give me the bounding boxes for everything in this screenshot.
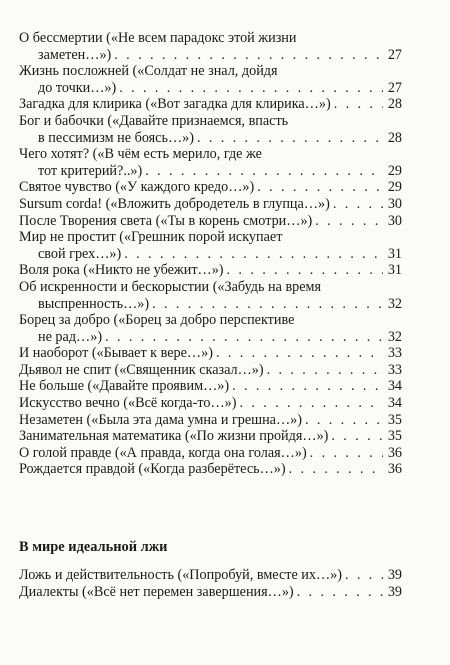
dot-leader bbox=[152, 296, 383, 313]
dot-leader bbox=[227, 262, 383, 279]
page-number: 30 bbox=[387, 195, 402, 212]
toc-entry-line bbox=[19, 279, 402, 296]
toc-entry-line bbox=[19, 30, 402, 47]
dot-leader bbox=[333, 196, 383, 213]
page-number: 27 bbox=[387, 79, 402, 96]
dot-leader bbox=[345, 567, 383, 584]
page-number: 29 bbox=[387, 179, 402, 196]
toc-entry bbox=[19, 146, 402, 179]
toc-entry-text: в пессимизм не боясь…») bbox=[38, 129, 194, 146]
toc-entry bbox=[19, 196, 402, 213]
dot-leader bbox=[310, 445, 383, 462]
page-number: 28 bbox=[387, 129, 402, 146]
toc-entry-line bbox=[19, 80, 402, 97]
toc-entry bbox=[19, 412, 402, 429]
page-number: 34 bbox=[387, 378, 402, 395]
toc-entry-text: Sursum corda! («Вложить добродетель в глупца…») bbox=[19, 195, 330, 212]
toc-entry-line bbox=[19, 96, 402, 113]
dot-leader bbox=[124, 246, 383, 263]
dot-leader bbox=[216, 345, 383, 362]
toc-entry-line bbox=[19, 296, 402, 313]
table-of-contents bbox=[19, 30, 402, 478]
toc-entry-text: Чего хотят? («В чём есть мерило, где же bbox=[19, 146, 262, 163]
toc-entry bbox=[19, 461, 402, 478]
toc-entry-line bbox=[19, 412, 402, 429]
toc-entry-line bbox=[19, 229, 402, 246]
toc-entry-line bbox=[19, 113, 402, 130]
toc-entry-text: Борец за добро («Борец за добро перспективе bbox=[19, 312, 295, 329]
dot-leader bbox=[334, 96, 383, 113]
toc-entry bbox=[19, 395, 402, 412]
toc-entry-text: выспренность…») bbox=[38, 295, 150, 312]
toc-entry-text: Незаметен («Была эта дама умна и грешна…») bbox=[19, 411, 302, 428]
toc-entry bbox=[19, 30, 402, 63]
toc-entry-line bbox=[19, 179, 402, 196]
toc-entry-line bbox=[19, 213, 402, 230]
toc-entry-text: Об искренности и бескорыстии («Забудь на время bbox=[19, 278, 322, 295]
page-number: 32 bbox=[387, 295, 402, 312]
toc-entry-line bbox=[19, 63, 402, 80]
toc-entry bbox=[19, 378, 402, 395]
toc-entry-line bbox=[19, 428, 402, 445]
dot-leader bbox=[119, 80, 383, 97]
page-number: 36 bbox=[387, 444, 402, 461]
toc-entry-text: Мир не простит («Грешник порой искупает bbox=[19, 229, 283, 246]
toc-entry-line bbox=[19, 329, 402, 346]
toc-entry-text: Не больше («Давайте проявим…») bbox=[19, 378, 230, 395]
toc-entry-text: Диалекты («Всё нет перемен завершения…») bbox=[19, 583, 294, 600]
toc-entry-line bbox=[19, 445, 402, 462]
toc-entry bbox=[19, 229, 402, 262]
toc-entry-line bbox=[19, 246, 402, 263]
toc-entry-line bbox=[19, 47, 402, 64]
toc-entry bbox=[19, 345, 402, 362]
toc-entry-text: Бог и бабочки («Давайте признаемся, впасть bbox=[19, 112, 289, 129]
section-table-of-contents bbox=[19, 567, 402, 600]
dot-leader bbox=[105, 329, 383, 346]
toc-entry-text: Ложь и действительность («Попробуй, вместе их…») bbox=[19, 567, 342, 583]
toc-entry-line bbox=[19, 567, 402, 584]
page-number: 31 bbox=[387, 262, 402, 279]
toc-entry-text: тот критерий?..») bbox=[38, 162, 143, 179]
dot-leader bbox=[267, 362, 383, 379]
dot-leader bbox=[145, 163, 383, 180]
page-number: 28 bbox=[387, 96, 402, 113]
toc-entry-text: Занимательная математика («По жизни пройдя…») bbox=[19, 428, 329, 445]
dot-leader bbox=[232, 378, 383, 395]
toc-entry bbox=[19, 428, 402, 445]
toc-entry bbox=[19, 362, 402, 379]
toc-entry bbox=[19, 262, 402, 279]
page-number: 33 bbox=[387, 361, 402, 378]
toc-entry bbox=[19, 445, 402, 462]
dot-leader bbox=[239, 395, 383, 412]
toc-entry-text: Воля рока («Никто не убежит…») bbox=[19, 262, 224, 279]
page-number: 39 bbox=[387, 567, 402, 583]
toc-entry-text: После Творения света («Ты в корень смотри…») bbox=[19, 212, 313, 229]
toc-entry-text: Жизнь посложней («Солдат не знал, дойдя bbox=[19, 63, 278, 80]
dot-leader bbox=[331, 428, 383, 445]
toc-entry-text: Рождается правдой («Когда разберётесь…») bbox=[19, 461, 286, 478]
toc-entry-text: не рад…») bbox=[38, 328, 103, 345]
toc-entry-text: О бессмертии («Не всем парадокс этой жизни bbox=[19, 30, 297, 46]
toc-entry-line bbox=[19, 345, 402, 362]
toc-entry bbox=[19, 179, 402, 196]
dot-leader bbox=[114, 47, 383, 64]
dot-leader bbox=[197, 130, 383, 147]
toc-entry-line bbox=[19, 196, 402, 213]
toc-entry-line bbox=[19, 262, 402, 279]
toc-entry-text: Загадка для клирика («Вот загадка для клирика…») bbox=[19, 96, 331, 113]
dot-leader bbox=[297, 584, 383, 601]
page-number: 32 bbox=[387, 328, 402, 345]
page-number: 29 bbox=[387, 162, 402, 179]
toc-entry bbox=[19, 113, 402, 146]
page-number: 35 bbox=[387, 411, 402, 428]
dot-leader bbox=[289, 461, 383, 478]
page-number: 27 bbox=[387, 46, 402, 63]
toc-entry-line bbox=[19, 395, 402, 412]
toc-entry-line bbox=[19, 163, 402, 180]
page-number: 31 bbox=[387, 245, 402, 262]
toc-entry-line bbox=[19, 130, 402, 147]
toc-entry-text: Искусство вечно («Всё когда-то…») bbox=[19, 395, 237, 412]
page-number: 34 bbox=[387, 395, 402, 412]
toc-entry-line bbox=[19, 312, 402, 329]
page-number: 36 bbox=[387, 461, 402, 478]
dot-leader bbox=[257, 179, 383, 196]
dot-leader bbox=[305, 412, 383, 429]
dot-leader bbox=[315, 213, 383, 230]
toc-entry-text: Дьявол не спит («Священник сказал…») bbox=[19, 361, 264, 378]
page-number: 35 bbox=[387, 428, 402, 445]
page-number: 33 bbox=[387, 345, 402, 362]
toc-entry-line bbox=[19, 378, 402, 395]
toc-entry-text: И наоборот («Бывает к вере…») bbox=[19, 345, 213, 362]
section-heading: В мире идеальной лжи bbox=[19, 539, 168, 555]
toc-entry-text: Святое чувство («У каждого кредо…») bbox=[19, 179, 255, 196]
page-number: 30 bbox=[387, 212, 402, 229]
toc-entry bbox=[19, 567, 402, 584]
toc-entry-text: до точки…») bbox=[38, 79, 117, 96]
page-number: 39 bbox=[387, 583, 402, 600]
toc-entry bbox=[19, 96, 402, 113]
toc-entry bbox=[19, 279, 402, 312]
toc-entry bbox=[19, 63, 402, 96]
toc-entry-line bbox=[19, 146, 402, 163]
toc-entry-text: О голой правде («А правда, когда она голая…») bbox=[19, 444, 307, 461]
toc-entry-line bbox=[19, 461, 402, 478]
toc-entry bbox=[19, 312, 402, 345]
toc-entry-line bbox=[19, 362, 402, 379]
toc-entry-line bbox=[19, 584, 402, 601]
toc-entry bbox=[19, 213, 402, 230]
toc-entry-text: заметен…») bbox=[38, 46, 112, 63]
toc-entry-text: свой грех…») bbox=[38, 245, 122, 262]
toc-entry bbox=[19, 584, 402, 601]
